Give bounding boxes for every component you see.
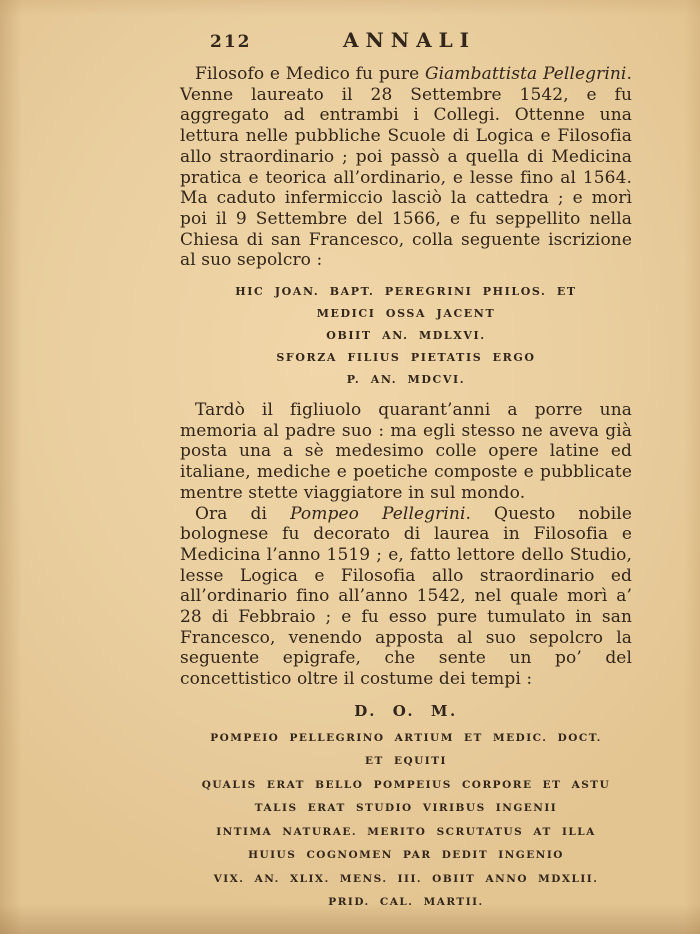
paragraph-tardo-il-figliuolo: Tardò il figliuolo quarant’anni a porre una memoria al padre suo : ma egli stesso ne aveva già posta una a sè medesimo colle opere latine ed italiane, mediche e poetiche composte e pubblicate mentre stette viaggiatore in sul mondo. bbox=[180, 400, 632, 503]
text-segment: Filosofo e Medico fu pure bbox=[195, 64, 425, 84]
inscription-line: HUIUS COGNOMEN PAR DEDIT INGENIO bbox=[248, 849, 564, 862]
inscription-line: INTIMA NATURAE. MERITO SCRUTATUS AT ILLA bbox=[216, 825, 596, 838]
text-segment-italic-name: Giambattista Pellegrini bbox=[424, 64, 627, 84]
inscription-line: PRID. CAL. MARTII. bbox=[328, 896, 484, 909]
dom-dedication-heading: D. O. M. bbox=[354, 701, 458, 720]
text-segment-italic-name: Pompeo Pellegrini bbox=[290, 503, 466, 524]
inscription-line: P. AN. MDCVI. bbox=[346, 373, 466, 387]
inscription-line: SFORZA FILIUS PIETATIS ERGO bbox=[276, 351, 536, 365]
tomb-inscription-pompeio bbox=[180, 727, 632, 915]
text-segment: . Questo nobile bolognese fu decorato di laurea in Filosofia e Medicina l’anno 1519 ; e, fatto lettore dello Studio, lesse Logica e Filosofia allo straordinario ed all’ordinario fino all’anno 1542, nel quale morì a’ 28 di Febbraio ; e fu esso pure tumulato in san Francesco, venendo apposta al suo sepolcro la seguente epigrafe, che sente un po’ del concettistico oltre il costume dei tempi : bbox=[180, 503, 632, 690]
page-header bbox=[180, 28, 632, 56]
page-number: 212 bbox=[210, 32, 252, 52]
paragraph-pompeo-pellegrini bbox=[180, 504, 632, 690]
inscription-line: VIX. AN. XLIX. MENS. III. OBIIT ANNO MDXLII. bbox=[213, 872, 599, 885]
text-segment: . Venne laureato il 28 Settembre 1542, e fu aggregato ad entrambi i Collegi. Ottenne una lettura nelle pubbliche Scuole di Logica e Filosofia allo straordinario ; poi passò a quella di Medicina pratica e teorica all’ordinario, e lesse fino al 1564. Ma caduto infermiccio lasciò la cattedra ; e morì poi il 9 Settembre del 1566, e fu seppellito nella Chiesa di san Francesco, colla seguente iscrizione al suo sepolcro : bbox=[180, 64, 632, 271]
inscription-line: HIC JOAN. BAPT. PEREGRINI PHILOS. ET bbox=[235, 285, 577, 299]
tomb-inscription-peregrini bbox=[180, 281, 632, 391]
text-segment: Ora di bbox=[195, 503, 291, 524]
inscription-line: MEDICI OSSA JACENT bbox=[316, 307, 496, 321]
inscription-line: POMPEIO PELLEGRINO ARTIUM ET MEDIC. DOCT. bbox=[210, 731, 602, 744]
text-block bbox=[180, 0, 632, 915]
inscription-line: OBIIT AN. MDLXVI. bbox=[326, 329, 486, 343]
inscription-line: ET EQUITI bbox=[365, 755, 447, 768]
inscription-line: QUALIS ERAT BELLO POMPEIUS CORPORE ET ASTU bbox=[201, 778, 611, 791]
running-title: ANNALI bbox=[342, 28, 476, 52]
paragraph-giambattista-pellegrini bbox=[180, 64, 632, 271]
inscription-line: TALIS ERAT STUDIO VIRIBUS INGENII bbox=[254, 802, 558, 815]
